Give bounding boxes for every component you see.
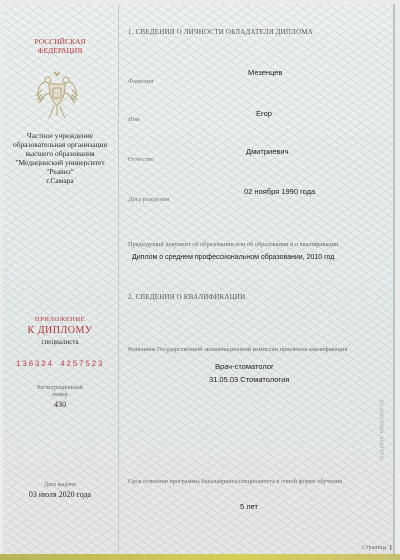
side-margin-text: ЦЕ ДИПЛОМА, АБИТУРИ... bbox=[378, 400, 383, 463]
surname-label: Фамилия bbox=[128, 78, 154, 85]
issue-date: 03 июля 2020 года bbox=[28, 490, 92, 499]
page-label: Страница bbox=[362, 545, 387, 551]
country-name: РОССИЙСКАЯ ФЕДЕРАЦИЯ bbox=[34, 37, 86, 55]
page-number: 1 bbox=[389, 544, 393, 552]
bottom-edge-strip bbox=[0, 554, 400, 560]
supplement-level: специалиста bbox=[41, 338, 79, 346]
supplement-heading: К ДИПЛОМУ bbox=[27, 325, 93, 336]
birth-date-label: Дата рождения bbox=[128, 196, 170, 203]
commission-label: Решением Государственной экзаменационной комиссии присвоена квалификация bbox=[128, 346, 348, 353]
patronymic-label: Отчество bbox=[128, 156, 154, 163]
surname-value: Мезенцев bbox=[248, 68, 283, 77]
supplement-heading-small: ПРИЛОЖЕНИЕ bbox=[34, 316, 86, 323]
study-term-label: Срок освоения программы бакалавриата/специалитета в очной форме обучения bbox=[128, 478, 343, 485]
patronymic-value: Дмитриевич bbox=[246, 147, 289, 156]
left-column bbox=[4, 4, 116, 554]
previous-document-label: Предыдущий документ об образовании или об образовании и о квалификации bbox=[128, 241, 339, 248]
section-personal-title: 1. СВЕДЕНИЯ О ЛИЧНОСТИ ОБЛАДАТЕЛЯ ДИПЛОМА bbox=[128, 28, 314, 36]
study-term-value: 5 лет bbox=[240, 502, 258, 511]
serial-number: 136324 4257523 bbox=[15, 360, 105, 369]
name-label: Имя bbox=[128, 116, 140, 123]
birth-date-value: 02 ноября 1990 года bbox=[244, 187, 316, 196]
name-value: Егор bbox=[256, 109, 272, 118]
specialty-value: 31.05.03 Стоматология bbox=[209, 375, 290, 384]
section-qualification-title: 2. СВЕДЕНИЯ О КВАЛИФИКАЦИИ bbox=[128, 293, 246, 301]
qualification-value: Врач-стоматолог bbox=[215, 362, 274, 371]
previous-document-value: Диплом о среднем профессиональном образовании, 2010 год bbox=[132, 254, 335, 261]
issue-date-label: Дата выдачи bbox=[43, 482, 77, 488]
organization-name: Частное учреждение образовательная организация высшего образования "Медицинский университет "Реавиз" г.Самара bbox=[12, 131, 108, 185]
double-headed-eagle-emblem bbox=[34, 70, 80, 120]
column-divider bbox=[118, 4, 119, 554]
registration-number: 430 bbox=[54, 400, 66, 409]
registration-label: Регистрационный номер bbox=[37, 385, 83, 398]
